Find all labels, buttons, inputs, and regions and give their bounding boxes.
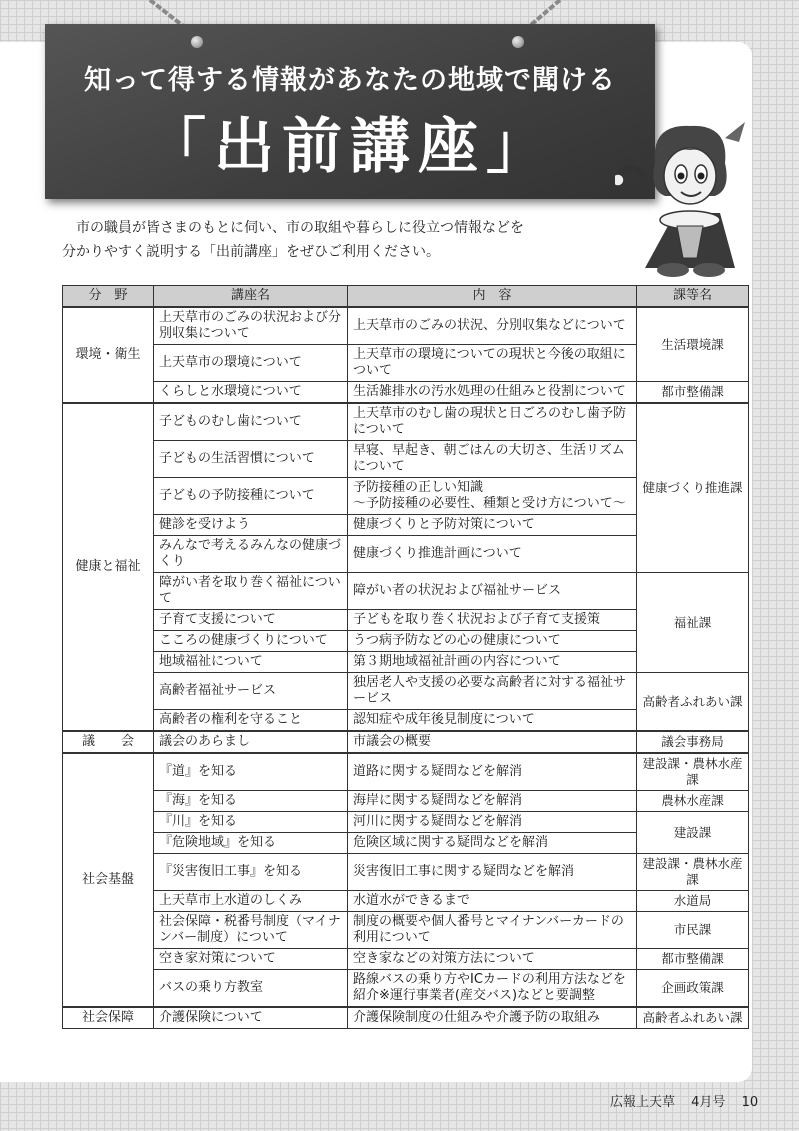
- header-field: 分 野: [63, 286, 154, 308]
- content-cell: 介護保険制度の仕組みや介護予防の取組み: [348, 1007, 637, 1029]
- signboard: [45, 24, 655, 199]
- field-cell: 健康と福祉: [63, 403, 154, 731]
- course-cell: 子どもの予防接種について: [154, 478, 348, 515]
- field-cell: 社会保障: [63, 1007, 154, 1029]
- table-row: [63, 731, 749, 753]
- content-cell: 空き家などの対策方法について: [348, 949, 637, 970]
- course-cell: こころの健康づくりについて: [154, 631, 348, 652]
- course-cell: 『道』を知る: [154, 753, 348, 791]
- course-cell: 子どものむし歯について: [154, 403, 348, 441]
- table-row: [63, 1007, 749, 1029]
- course-cell: 子どもの生活習慣について: [154, 441, 348, 478]
- table-row: [63, 791, 749, 812]
- field-cell: 環境・衛生: [63, 307, 154, 403]
- header-title: 「出前講座」: [146, 112, 554, 182]
- content-cell: 災害復旧工事に関する疑問などを解消: [348, 854, 637, 891]
- course-cell: 『災害復旧工事』を知る: [154, 854, 348, 891]
- course-cell: 『危険地域』を知る: [154, 833, 348, 854]
- content-cell: 水道水ができるまで: [348, 891, 637, 912]
- course-cell: 障がい者を取り巻く福祉について: [154, 573, 348, 610]
- course-cell: 『川』を知る: [154, 812, 348, 833]
- table-row: [63, 753, 749, 791]
- course-cell: 健診を受けよう: [154, 515, 348, 536]
- table-row: [63, 403, 749, 441]
- content-cell: 認知症や成年後見制度について: [348, 710, 637, 732]
- content-cell: 上天草市のむし歯の現状と日ごろのむし歯予防について: [348, 403, 637, 441]
- content-cell: 第３期地域福祉計画の内容について: [348, 652, 637, 673]
- content-cell: 上天草市の環境についての現状と今後の取組について: [348, 345, 637, 382]
- table-group: [63, 307, 749, 403]
- table-row: [63, 912, 749, 949]
- content-cell: 予防接種の正しい知識 ～予防接種の必要性、種類と受け方について～: [348, 478, 637, 515]
- table-row: [63, 854, 749, 891]
- intro-text: [62, 216, 602, 264]
- course-cell: 高齢者の権利を守ること: [154, 710, 348, 732]
- dept-cell: 高齢者ふれあい課: [637, 1007, 749, 1029]
- content-cell: 路線バスの乗り方やICカードの利用方法などを紹介※運行事業者(産交バス)などと要調整: [348, 970, 637, 1008]
- course-cell: 高齢者福祉サービス: [154, 673, 348, 710]
- course-table: [62, 285, 749, 1029]
- content-cell: 早寝、早起き、朝ごはんの大切さ、生活リズムについて: [348, 441, 637, 478]
- content-cell: 市議会の概要: [348, 731, 637, 753]
- dept-cell: 高齢者ふれあい課: [637, 673, 749, 732]
- header-subtitle: 知って得する情報があなたの地域で聞ける: [84, 65, 616, 96]
- course-cell: くらしと水環境について: [154, 382, 348, 404]
- content-cell: 海岸に関する疑問などを解消: [348, 791, 637, 812]
- footer-issue: 4月号: [691, 1095, 726, 1110]
- footer-publication: 広報上天草: [610, 1095, 676, 1110]
- content-cell: 河川に関する疑問などを解消: [348, 812, 637, 833]
- course-cell: 上天草市上水道のしくみ: [154, 891, 348, 912]
- table-row: [63, 382, 749, 404]
- dept-cell: 市民課: [637, 912, 749, 949]
- course-cell: 『海』を知る: [154, 791, 348, 812]
- table-row: [63, 812, 749, 833]
- content-cell: 健康づくり推進計画について: [348, 536, 637, 573]
- content-cell: うつ病予防などの心の健康について: [348, 631, 637, 652]
- table-group: [63, 1007, 749, 1029]
- field-cell: 社会基盤: [63, 753, 154, 1007]
- course-cell: 空き家対策について: [154, 949, 348, 970]
- header-dept: 課等名: [637, 286, 749, 308]
- table-group: [63, 731, 749, 753]
- content-cell: 上天草市のごみの状況、分別収集などについて: [348, 307, 637, 345]
- course-cell: 子育て支援について: [154, 610, 348, 631]
- dept-cell: 建設課・農林水産課: [637, 854, 749, 891]
- content-cell: 健康づくりと予防対策について: [348, 515, 637, 536]
- table-group: [63, 753, 749, 1007]
- course-cell: 社会保障・税番号制度（マイナンバー制度）について: [154, 912, 348, 949]
- content-cell: 子どもを取り巻く状況および子育て支援策: [348, 610, 637, 631]
- footer-page-number: 10: [741, 1095, 759, 1110]
- table-row: [63, 891, 749, 912]
- dept-cell: 福祉課: [637, 573, 749, 673]
- content-cell: 生活雑排水の汚水処理の仕組みと役割について: [348, 382, 637, 404]
- content-cell: 独居老人や支援の必要な高齢者に対する福祉サービス: [348, 673, 637, 710]
- nail-icon: [191, 36, 203, 48]
- course-cell: 上天草市のごみの状況および分別収集について: [154, 307, 348, 345]
- table-row: [63, 949, 749, 970]
- content-cell: 道路に関する疑問などを解消: [348, 753, 637, 791]
- course-cell: 地域福祉について: [154, 652, 348, 673]
- dept-cell: 農林水産課: [637, 791, 749, 812]
- dept-cell: 都市整備課: [637, 949, 749, 970]
- dept-cell: 水道局: [637, 891, 749, 912]
- course-cell: 介護保険について: [154, 1007, 348, 1029]
- table-row: [63, 573, 749, 610]
- dept-cell: 企画政策課: [637, 970, 749, 1008]
- intro-line-2: 分かりやすく説明する「出前講座」をぜひご利用ください。: [62, 244, 440, 260]
- course-cell: みんなで考えるみんなの健康づくり: [154, 536, 348, 573]
- dept-cell: 都市整備課: [637, 382, 749, 404]
- course-cell: 上天草市の環境について: [154, 345, 348, 382]
- content-cell: 障がい者の状況および福祉サービス: [348, 573, 637, 610]
- content-cell: 制度の概要や個人番号とマイナンバーカードの利用について: [348, 912, 637, 949]
- mascot-character-icon: [615, 118, 765, 283]
- course-cell: 議会のあらまし: [154, 731, 348, 753]
- nail-icon: [512, 36, 524, 48]
- dept-cell: 議会事務局: [637, 731, 749, 753]
- course-cell: バスの乗り方教室: [154, 970, 348, 1008]
- intro-line-1: 市の職員が皆さまのもとに伺い、市の取組や暮らしに役立つ情報などを: [76, 220, 524, 236]
- page-footer: [610, 1091, 770, 1110]
- header-content: 内 容: [348, 286, 637, 308]
- content-cell: 危険区域に関する疑問などを解消: [348, 833, 637, 854]
- field-cell: 議 会: [63, 731, 154, 753]
- header-course: 講座名: [154, 286, 348, 308]
- table-row: [63, 673, 749, 710]
- table-row: [63, 307, 749, 345]
- dept-cell: 建設課・農林水産課: [637, 753, 749, 791]
- table-header-row: [63, 286, 749, 308]
- table-row: [63, 970, 749, 1008]
- dept-cell: 健康づくり推進課: [637, 403, 749, 573]
- table-group: [63, 403, 749, 731]
- dept-cell: 生活環境課: [637, 307, 749, 382]
- dept-cell: 建設課: [637, 812, 749, 854]
